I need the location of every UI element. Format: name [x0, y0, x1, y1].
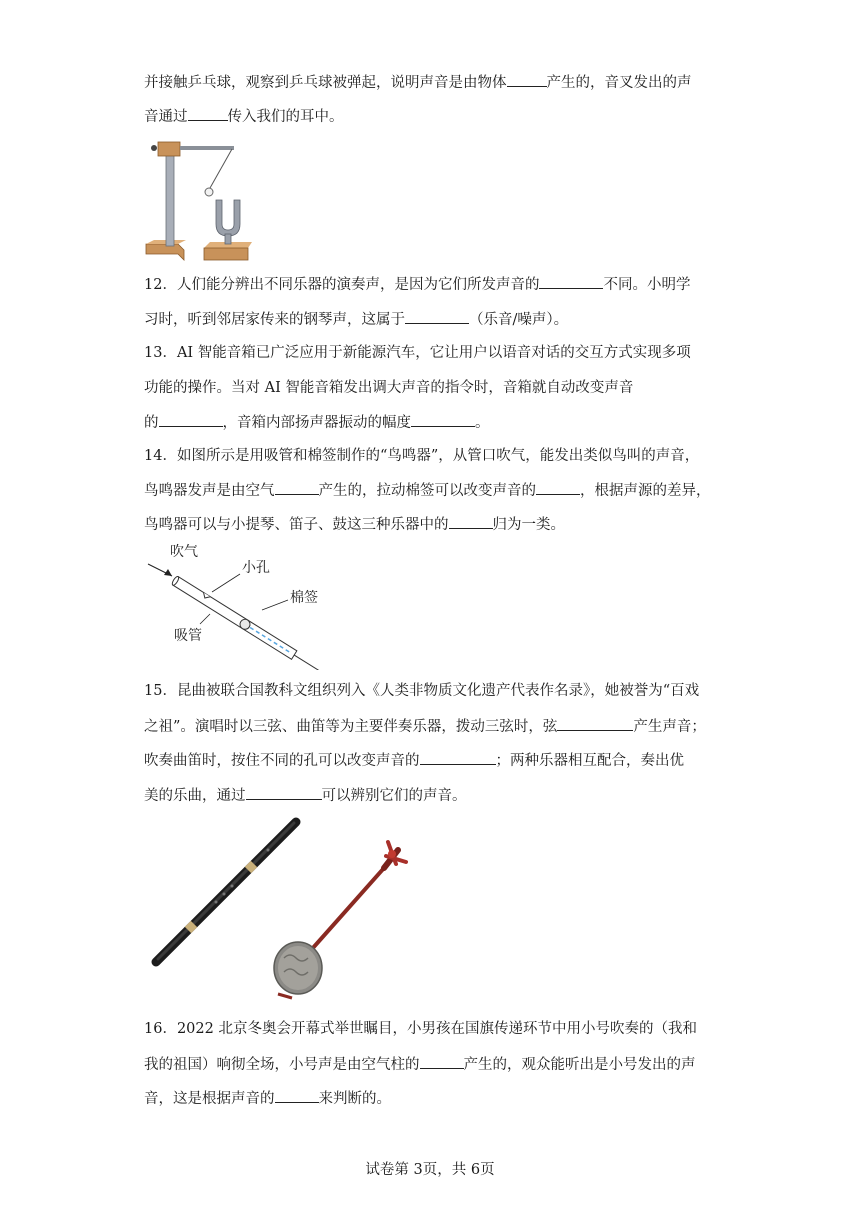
label-hole: 小孔 — [242, 560, 270, 576]
answer-blank[interactable] — [536, 480, 580, 495]
bird-whistle-figure — [140, 536, 350, 670]
answer-blank[interactable] — [539, 274, 603, 289]
answer-blank[interactable] — [420, 1054, 464, 1069]
tuning-fork-figure — [140, 136, 260, 264]
q13-line-2: 功能的操作。当对 AI 智能音箱发出调大声音的指令时，音箱就自动改变声音 — [144, 380, 634, 396]
q14-line-3: 鸟鸣器可以与小提琴、笛子、鼓这三种乐器中的 归为一类。 — [144, 514, 565, 535]
answer-blank[interactable] — [159, 412, 223, 427]
answer-blank[interactable] — [275, 480, 319, 495]
q13-line-1: 13．AI 智能音箱已广泛应用于新能源汽车，它让用户以语音对话的交互方式实现多项 — [144, 345, 691, 361]
q12-line-2: 习时，听到邻居家传来的钢琴声，这属于 （乐音/噪声）。 — [144, 309, 568, 330]
q16-line-2: 我的祖国）响彻全场，小号声是由空气柱的 产生的，观众能听出是小号发出的声 — [144, 1054, 696, 1075]
q16-line-1: 16．2022 北京冬奥会开幕式举世瞩目，小男孩在国旗传递环节中用小号吹奏的（我和 — [144, 1021, 697, 1037]
label-blow: 吹气 — [170, 544, 198, 560]
q14-line-2: 鸟鸣器发声是由空气 产生的，拉动棉签可以改变声音的 ，根据声源的差异， — [144, 480, 711, 501]
answer-blank[interactable] — [411, 412, 475, 427]
q15-line-2: 之祖”。演唱时以三弦、曲笛等为主要伴奏乐器，拨动三弦时，弦 产生声音； — [144, 716, 706, 737]
answer-blank[interactable] — [557, 716, 633, 731]
q13-line-3: 的 ，音箱内部扬声器振动的幅度 。 — [144, 412, 490, 433]
q16-line-3: 音，这是根据声音的 来判断的。 — [144, 1088, 391, 1109]
answer-blank[interactable] — [405, 309, 469, 324]
q14-line-1: 14．如图所示是用吸管和棉签制作的“鸟鸣器”，从管口吹气，能发出类似鸟叫的声音， — [144, 448, 700, 464]
instruments-figure — [144, 812, 434, 1008]
q12-line-1: 12．人们能分辨出不同乐器的演奏声，是因为它们所发声音的 不同。小明学 — [144, 274, 690, 295]
label-swab: 棉签 — [290, 590, 318, 606]
answer-blank[interactable] — [449, 514, 493, 529]
flute-image — [156, 822, 296, 962]
sanxian-image — [274, 842, 406, 998]
q15-line-1: 15．昆曲被联合国教科文组织列入《人类非物质文化遗产代表作名录》，她被誉为“百戏 — [144, 683, 700, 699]
answer-blank[interactable] — [420, 750, 496, 765]
label-straw: 吸管 — [174, 628, 202, 644]
answer-blank[interactable] — [246, 785, 322, 800]
q15-line-4: 美的乐曲，通过 可以辨别它们的声音。 — [144, 785, 467, 806]
q15-line-3: 吹奏曲笛时，按住不同的孔可以改变声音的 ；两种乐器相互配合，奏出优 — [144, 750, 684, 771]
answer-blank[interactable] — [188, 106, 228, 121]
answer-blank[interactable] — [275, 1088, 319, 1103]
q11-line-1: 并接触乒乓球，观察到乒乓球被弹起，说明声音是由物体 产生的，音叉发出的声 — [144, 72, 692, 93]
answer-blank[interactable] — [507, 72, 547, 87]
page-footer: 试卷第 3页，共 6页 — [365, 1162, 495, 1178]
q11-line-2: 音通过 传入我们的耳中。 — [144, 106, 344, 127]
